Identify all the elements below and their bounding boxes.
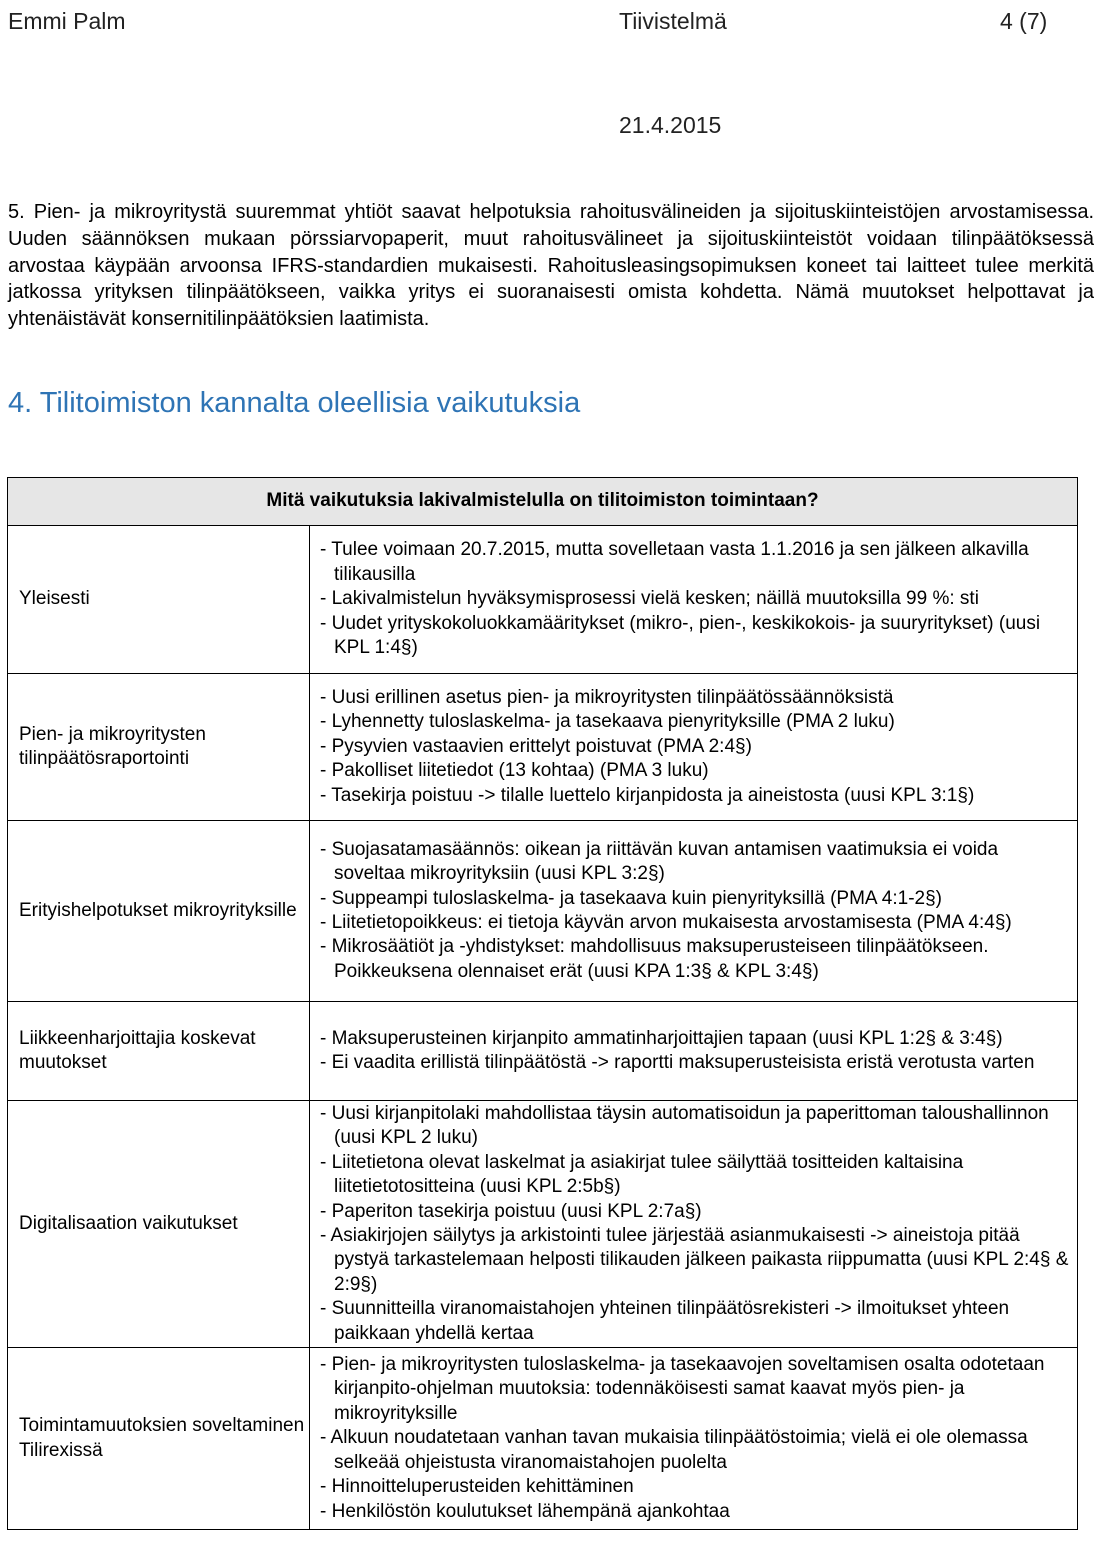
list-item: - Ei vaadita erillistä tilinpäätöstä -> raportti maksuperusteisista eristä verotusta varten [320, 1052, 1035, 1073]
list-item: - Lyhennetty tuloslaskelma- ja tasekaava pienyrityksille (PMA 2 luku) [320, 711, 895, 733]
row-items [310, 674, 1078, 821]
row-category: Erityishelpotukset mikroyrityksille [8, 821, 310, 1002]
list-item: - Maksuperusteinen kirjanpito ammatinharjoittajien tapaan (uusi KPL 1:2§ & 3:4§) [320, 1027, 1003, 1049]
list-item: - Mikrosäätiöt ja -yhdistykset: mahdollisuus maksuperusteiseen tilinpäätökseen. Poikkeuksena olennaiset erät (uusi KPA 1:3§ & KPL 3:4§) [320, 936, 989, 982]
row-category: Digitalisaation vaikutukset [8, 1101, 310, 1348]
list-item: - Asiakirjojen säilytys ja arkistointi tulee järjestää asianmukaisesti -> aineistoja pitää pystyä tarkastelemaan helposti tilikauden jälkeen paikasta riippumatta (uusi KPL 2:4§ & 2:9§) [320, 1225, 1069, 1295]
table-row [8, 674, 1078, 821]
list-item: - Tulee voimaan 20.7.2015, mutta sovelletaan vasta 1.1.2016 ja sen jälkeen alkavilla tilikausilla [320, 539, 1029, 585]
table-row [8, 1002, 1078, 1101]
table-header: Mitä vaikutuksia lakivalmistelulla on tilitoimiston toimintaan? [8, 478, 1078, 526]
table-row [8, 526, 1078, 674]
header-page-number: 4 (7) [1000, 8, 1048, 34]
list-item: - Liitetietona olevat laskelmat ja asiakirjat tulee säilyttää tositteiden kaltaisina liitetietotositteina (uusi KPL 2:5b§) [320, 1151, 964, 1198]
table-row [8, 1348, 1078, 1530]
list-item: - Uusi erillinen asetus pien- ja mikroyritysten tilinpäätössäännöksistä [320, 686, 894, 708]
table-row [8, 1101, 1078, 1348]
table-row [8, 821, 1078, 1002]
row-items [310, 1348, 1078, 1530]
row-items [310, 1002, 1078, 1101]
row-category: Toimintamuutoksien soveltaminen Tilirexissä [8, 1348, 310, 1530]
list-item: - Pien- ja mikroyritysten tuloslaskelma- ja tasekaavojen soveltamisen osalta odotetaan kirjanpito-ohjelman muutoksia: todennäköisesti samat kaavat myös pien- ja mikroyrityksille [320, 1354, 1045, 1424]
list-item: - Tasekirja poistuu -> tilalle luettelo kirjanpidosta ja aineistosta (uusi KPL 3:1§) [320, 784, 975, 806]
body-paragraph: 5. Pien- ja mikroyritystä suuremmat yhtiöt saavat helpotuksia rahoitusvälineiden ja sijoituskiinteistöjen arvostamisessa. Uuden säännöksen mukaan pörssiarvopaperit, muut rahoitusvälineet ja sijoituskiinteistöt voidaan tilinpäätöksessä arvostaa käypään arvoonsa IFRS-standardien mukaisesti. Rahoitusleasingsopimuksen koneet tai laitteet tulee merkitä jatkossa yrityksen tilinpäätökseen, vaikka yritys ei suoranaisesti omista kohdetta. Nämä muutokset helpottavat ja yhtenäistävät konsernitilinpäätöksien laatimista. [8, 201, 1094, 331]
row-category: Liikkeenharjoittajia koskevat muutokset [8, 1002, 310, 1101]
list-item: - Uusi kirjanpitolaki mahdollistaa täysin automatisoidun ja paperittoman taloushallinnon (uusi KPL 2 luku) [320, 1102, 1049, 1149]
list-item: - Henkilöstön koulutukset lähempänä ajankohtaa [320, 1500, 730, 1522]
list-item: - Suppeampi tuloslaskelma- ja tasekaava kuin pienyrityksillä (PMA 4:1-2§) [320, 887, 942, 909]
list-item: - Suunnitteilla viranomaistahojen yhteinen tilinpäätösrekisteri -> ilmoitukset yhteen paikkaan yhdellä kertaa [320, 1298, 1010, 1344]
section-heading: 4. Tilitoimiston kannalta oleellisia vaikutuksia [8, 387, 581, 419]
list-item: - Pysyvien vastaavien erittelyt poistuvat (PMA 2:4§) [320, 735, 752, 757]
row-category: Yleisesti [8, 526, 310, 674]
list-item: - Pakolliset liitetiedot (13 kohtaa) (PMA 3 luku) [320, 760, 709, 782]
row-items [310, 821, 1078, 1002]
list-item: - Liitetietopoikkeus: ei tietoja käyvän arvon mukaisesta arvostamisesta (PMA 4:4§) [320, 912, 1012, 933]
list-item: - Uudet yrityskokoluokkamääritykset (mikro-, pien-, keskikokois- ja suuryritykset) (uusi KPL 1:4§) [320, 612, 1041, 659]
list-item: - Hinnoitteluperusteiden kehittäminen [320, 1476, 634, 1498]
document-date: 21.4.2015 [619, 112, 722, 138]
header-title: Tiivistelmä [619, 8, 727, 34]
row-items [310, 526, 1078, 674]
header-author: Emmi Palm [8, 8, 126, 34]
list-item: - Suojasatamasäännös: oikean ja riittävän kuvan antamisen vaatimuksia ei voida soveltaa mikroyrityksiin (uusi KPL 3:2§) [320, 838, 999, 885]
row-category: Pien- ja mikroyritysten tilinpäätösraportointi [8, 674, 310, 821]
list-item: - Paperiton tasekirja poistuu (uusi KPL 2:7a§) [320, 1200, 702, 1222]
list-item: - Alkuun noudatetaan vanhan tavan mukaisia tilinpäätöstoimia; vielä ei ole olemassa selkeää ohjeistusta viranomaistahojen puolelta [320, 1427, 1028, 1473]
table-header-row [8, 478, 1078, 526]
row-items [310, 1101, 1078, 1348]
impacts-table [7, 477, 1078, 1530]
list-item: - Lakivalmistelun hyväksymisprosessi vielä kesken; näillä muutoksilla 99 %: sti [320, 588, 979, 610]
